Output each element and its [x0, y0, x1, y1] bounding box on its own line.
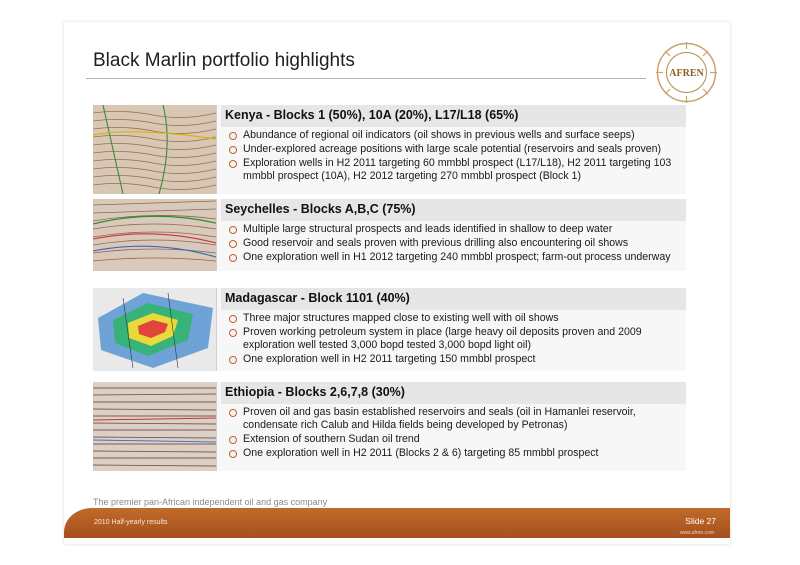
- section-ethiopia: [93, 382, 686, 471]
- bullet: Multiple large structural prospects and leads identified in shallow to deep water: [229, 223, 684, 236]
- afren-logo: [655, 41, 718, 104]
- bullet: Good reservoir and seals proven with previous drilling also encountering oil shows: [229, 237, 684, 250]
- seismic-image: [93, 199, 217, 271]
- bullet: Proven oil and gas basin established reservoirs and seals (oil in Hamanlei reservoir, condensate rich Calub and Hilda fields being developed by Petronas): [229, 406, 684, 432]
- seismic-image: [93, 382, 217, 471]
- bullet: Extension of southern Sudan oil trend: [229, 433, 684, 446]
- slide-number: Slide 27: [685, 516, 716, 526]
- bullet: One exploration well in H2 2011 targeting 150 mmbbl prospect: [229, 353, 684, 366]
- footer-band: [64, 508, 730, 538]
- bullet: Abundance of regional oil indicators (oil shows in previous wells and surface seeps): [229, 129, 684, 142]
- footer-url: www.afren.com: [679, 530, 714, 536]
- section-heading: Seychelles - Blocks A,B,C (75%): [221, 199, 686, 221]
- seismic-image: [93, 105, 217, 194]
- title-rule: [86, 78, 646, 79]
- structure-map-image: [93, 288, 217, 371]
- page-title: Black Marlin portfolio highlights: [93, 50, 355, 71]
- footer-left-text: 2010 Half-yearly results: [94, 519, 168, 526]
- section-heading: Madagascar - Block 1101 (40%): [221, 288, 686, 310]
- footer-tagline: The premier pan-African independent oil and gas company: [93, 497, 328, 507]
- section-seychelles: [93, 199, 686, 271]
- bullet: Under-explored acreage positions with large scale potential (reservoirs and seals proven): [229, 143, 684, 156]
- svg-text:AFREN: AFREN: [669, 68, 704, 79]
- section-heading: Kenya - Blocks 1 (50%), 10A (20%), L17/L18 (65%): [221, 105, 686, 127]
- section-kenya: [93, 105, 686, 194]
- bullet: One exploration well in H1 2012 targeting 240 mmbbl prospect; farm-out process underway: [229, 251, 684, 264]
- section-heading: Ethiopia - Blocks 2,6,7,8 (30%): [221, 382, 686, 404]
- bullet: Three major structures mapped close to existing well with oil shows: [229, 312, 684, 325]
- bullet: Proven working petroleum system in place (large heavy oil deposits proven and 2009 exploration well tested 3,000 bopd tested 3,000 bopd light oil): [229, 326, 684, 352]
- section-madagascar: [93, 288, 686, 371]
- bullet: One exploration well in H2 2011 (Blocks 2 & 6) targeting 85 mmbbl prospect: [229, 447, 684, 460]
- bullet: Exploration wells in H2 2011 targeting 60 mmbbl prospect (L17/L18), H2 2011 targeting 103 mmbbl prospect (10A), H2 2012 targeting 270 mmbbl prospect (Block 1): [229, 157, 684, 183]
